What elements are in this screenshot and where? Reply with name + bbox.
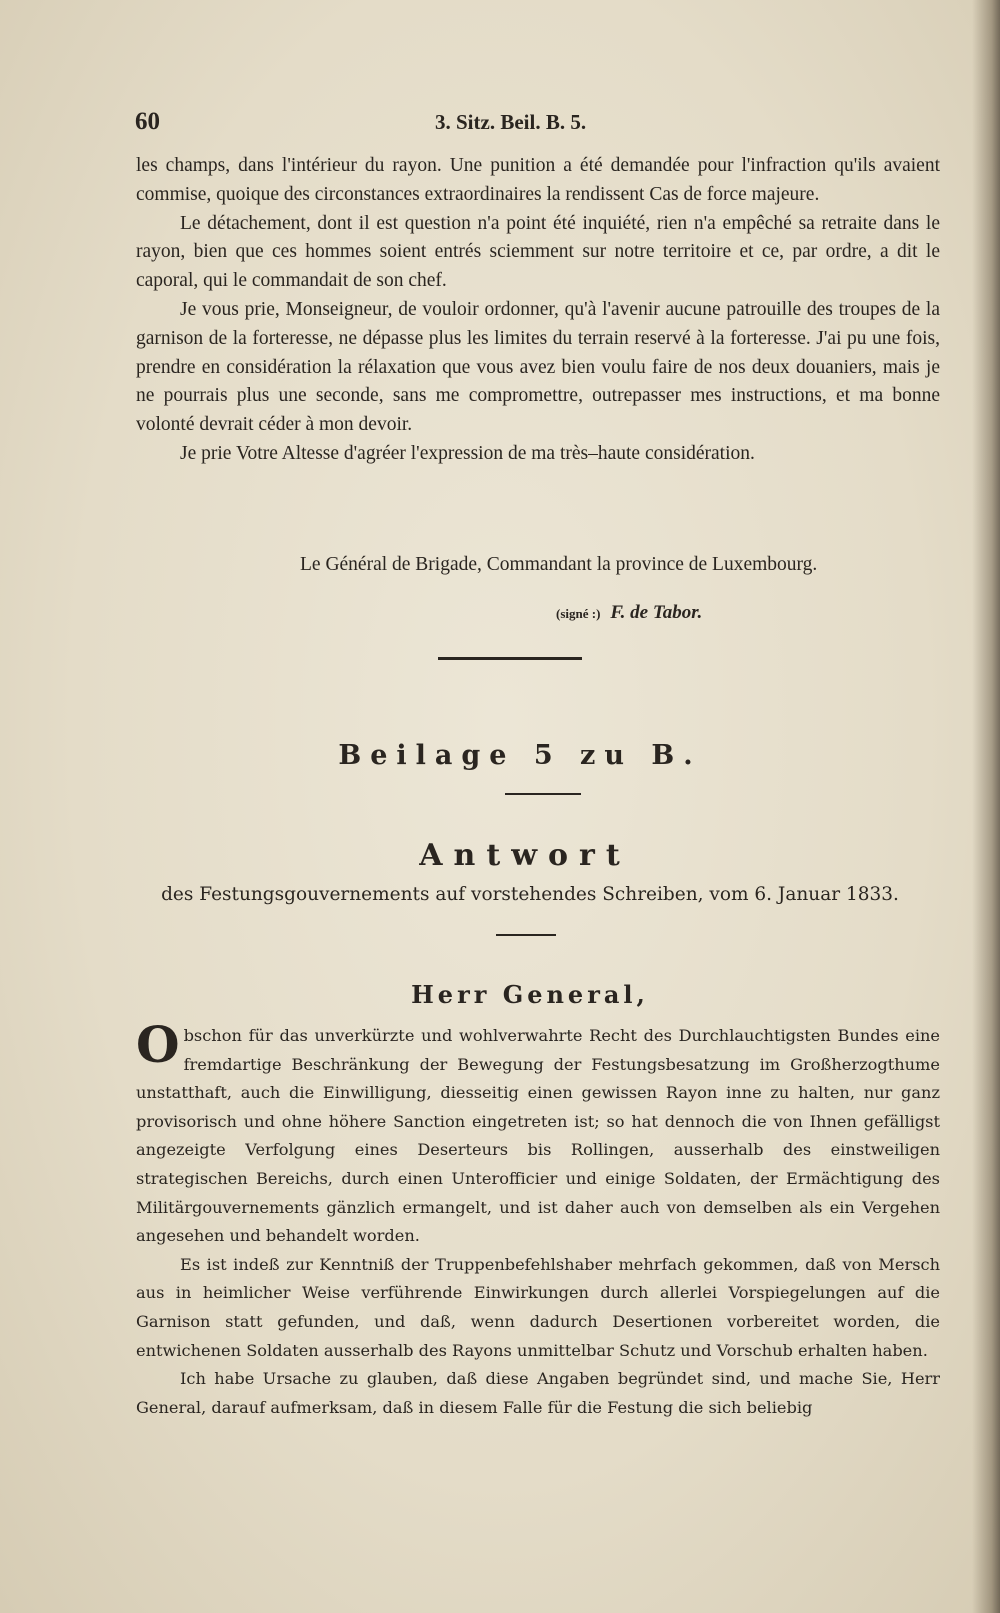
antwort-subtitle: des Festungsgouvernements auf vorstehendes Schreiben, vom 6. Januar 1833.	[161, 884, 899, 905]
paragraph: Ich habe Ursache zu glauben, daß diese Angaben begründet sind, und mache Sie, Herr General, darauf aufmerksam, daß in diesem Falle für die Festung die sich beliebig	[136, 1369, 940, 1417]
page-edge-shadow	[972, 0, 1000, 1613]
salutation: Herr General,	[411, 980, 649, 1009]
page-number: 60	[135, 108, 160, 135]
paragraph	[136, 1015, 940, 1251]
page-header	[135, 108, 945, 138]
signature-line: Le Général de Brigade, Commandant la province de Luxembourg.	[300, 554, 818, 575]
beilage-title: Beilage 5 zu B.	[338, 740, 702, 771]
german-letter	[136, 1015, 940, 1422]
divider	[438, 657, 582, 660]
paragraph: les champs, dans l'intérieur du rayon. Une punition a été demandée pour l'infraction qu'ils avaient commise, quoique des circonstances extraordinaires la rendissent Cas de force majeure.	[136, 155, 940, 205]
french-letter	[136, 152, 940, 469]
running-head: 3. Sitz. Beil. B. 5.	[435, 110, 587, 134]
paragraph: Je prie Votre Altesse d'agréer l'expression de ma très–haute considération.	[180, 442, 755, 464]
paragraph: Je vous prie, Monseigneur, de vouloir ordonner, qu'à l'avenir aucune patrouille des troupes de la garnison de la forteresse, ne dépasse plus les limites du terrain reservé à la forteresse. J'ai pu une fois, prendre en considération la rélaxation que vous avez bien voulu faire de nos deux douaniers, mais je ne pourrais plus une seconde, sans me compromettre, outrepasser mes instructions, et ma bonne volonté devrait céder à mon devoir.	[136, 298, 940, 436]
antwort-title: Antwort	[419, 838, 631, 873]
signed-label: (signé :)	[556, 606, 601, 621]
paragraph: Le détachement, dont il est question n'a point été inquiété, rien n'a empêché sa retraite dans le rayon, bien que ces hommes soient entrés sciemment sur notre territoire et ce, par ordre, a dit le caporal, qui le commandait de son chef.	[136, 212, 940, 292]
paragraph: Es ist indeß zur Kenntniß der Truppenbefehlshaber mehrfach gekommen, daß von Mersch aus in heimlicher Weise verführende Einwirkungen durch allerlei Vorspiegelungen auf die Garnison statt gefunden, und daß, wenn dadurch Desertionen vorbereitet worden, die entwichenen Soldaten ausserhalb des Rayons unmittelbar Schutz und Vorschub erhalten haben.	[136, 1254, 940, 1360]
signed-name: F. de Tabor.	[610, 602, 703, 623]
signed-block	[556, 602, 702, 624]
divider	[496, 934, 556, 936]
drop-cap: O	[136, 1015, 180, 1074]
divider	[505, 793, 581, 795]
paragraph-text: bschon für das unverkürzte und wohlverwahrte Recht des Durchlauchtigsten Bundes eine fremdartige Beschränkung der Bewegung der Festungsbesatzung im Großherzogthume unstatthaft, auch die Einwilligung, diesseitig einen gewissen Rayon inne zu halten, nur ganz provisorisch und ohne höhere Sanction eingetreten ist; so hat dennoch die von Ihnen gefälligst angezeigte Verfolgung eines Deserteurs bis Rollingen, ausserhalb des einstweiligen strategischen Bereichs, durch einen Unterofficier und einige Soldaten, der Ermächtigung des Militärgouvernements gänzlich ermangelt, und ist daher auch von demselben als ein Vergehen angesehen und behandelt worden.	[136, 1026, 940, 1246]
